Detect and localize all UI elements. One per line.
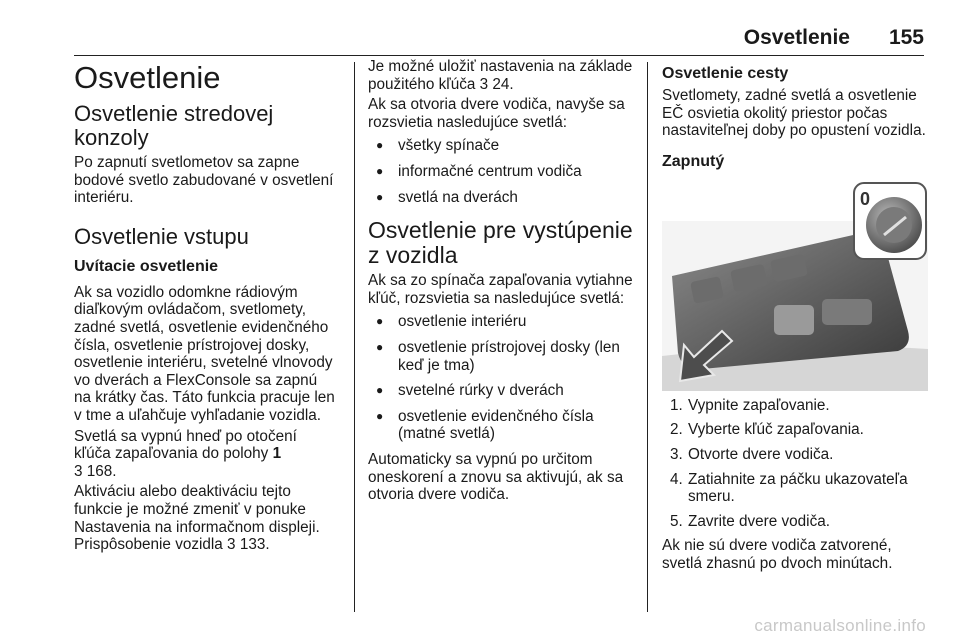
- page-header: [74, 22, 924, 56]
- paragraph: Ak sa otvoria dvere vodiča, navyše sa rozsvietia nasledujúce svetlá:: [368, 96, 625, 131]
- instruction-steps: [662, 397, 928, 531]
- column-right: [662, 58, 928, 614]
- step-item: 3. Otvorte dvere vodiča.: [670, 445, 834, 463]
- column-middle: [368, 58, 636, 614]
- paragraph: Po zapnutí svetlometov sa zapne bodové svetlo zabudované v osvetlení interiéru.: [74, 154, 334, 207]
- watermark: carmanualsonline.info: [754, 616, 926, 635]
- header-title: Osvetlenie: [743, 26, 850, 49]
- bullet-list: [368, 313, 636, 443]
- step-item: 5. Zavrite dvere vodiča.: [670, 512, 830, 530]
- list-item: ● svetlá na dverách: [368, 189, 636, 207]
- step-item: 4. Zatiahnite za páčku ukazovateľa smeru.: [670, 470, 908, 506]
- figure-label: 0: [860, 188, 871, 209]
- subsection-title-on: Zapnutý: [662, 152, 725, 170]
- paragraph: Je možné uložiť nastavenia na základe použitého kľúča 3 24.: [368, 58, 633, 93]
- illustration-turn-signal-lever: [662, 181, 928, 391]
- list-item: ● osvetlenie interiéru: [368, 313, 636, 331]
- chapter-title: Osvetlenie: [74, 60, 221, 95]
- position-label: 1: [272, 445, 282, 463]
- list-item: ● svetelné rúrky v dverách: [368, 382, 636, 400]
- section-title-entry-lighting: Osvetlenie vstupu: [74, 223, 249, 249]
- paragraph: Ak sa zo spínača zapaľovania vytiahne kľúč, rozsvietia sa nasledujúce svetlá:: [368, 272, 633, 307]
- list-item: ● všetky spínače: [368, 137, 636, 155]
- section-title-exit-lighting: Osvetlenie pre vystúpenie z vozidla: [368, 217, 633, 269]
- section-title-path-lighting: Osvetlenie cesty: [662, 65, 789, 82]
- paragraph: Svetlomety, zadné svetlá a osvetlenie EČ osvietia okolitý priestor počas nastaviteľnej doby po opustení vozidla.: [662, 87, 926, 140]
- list-item: ● informačné centrum vodiča: [368, 163, 636, 181]
- list-item: ● osvetlenie evidenčného čísla (matné svetlá): [368, 408, 636, 443]
- section-title-console-lighting: Osvetlenie stredovej konzoly: [74, 101, 274, 150]
- paragraph: Automaticky sa vypnú po určitom oneskorení a znovu sa aktivujú, ak sa otvoria dvere vodiča.: [368, 450, 624, 504]
- step-item: 1. Vypnite zapaľovanie.: [670, 396, 830, 414]
- subsection-title-welcome-lighting: Uvítacie osvetlenie: [74, 257, 219, 275]
- step-item: 2. Vyberte kľúč zapaľovania.: [670, 421, 864, 439]
- list-item: ● osvetlenie prístrojovej dosky (len keď je tma): [368, 339, 636, 374]
- paragraph: Ak nie sú dvere vodiča zatvorené, svetlá zhasnú po dvoch minútach.: [662, 537, 893, 572]
- column-divider: [647, 62, 648, 612]
- page-number: 155: [888, 26, 924, 49]
- paragraph: Aktiváciu alebo deaktiváciu tejto funkcie je možné zmeniť v ponuke Nastavenia na informačnom displeji. Prispôsobenie vozidla 3 133.: [74, 483, 320, 554]
- lever-illustration-icon: [662, 181, 928, 391]
- paragraph: Ak sa vozidlo odomkne rádiovým diaľkovým ovládačom, svetlomety, zadné svetlá, osvetlenie evidenčného čísla, osvetlenie prístrojovej dosky, osvetlenie interiéru, svetelné vlnovody vo dverách a FlexConsole sa zapnú na krátky čas. Táto funkcia pracuje len v tme a uľahčuje vyhľadanie vozidla.: [74, 283, 335, 424]
- paragraph: Svetlá sa vypnú hneď po otočení kľúča zapaľovania do polohy 1 3 168.: [74, 427, 297, 480]
- page-reference-link[interactable]: 3 168.: [74, 462, 117, 480]
- column-left: [74, 58, 336, 614]
- column-divider: [354, 62, 355, 612]
- bullet-list: [368, 137, 636, 206]
